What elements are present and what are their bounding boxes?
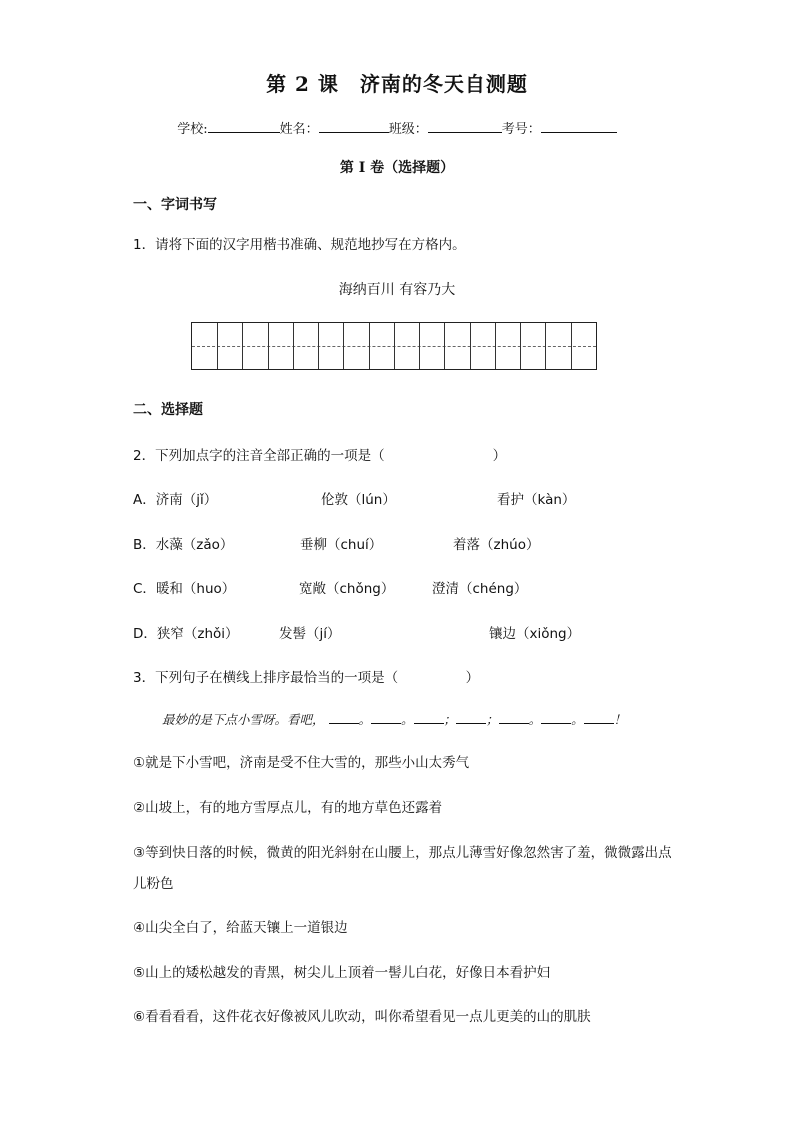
grid-column-line — [268, 323, 269, 369]
option-item: 暖和（huo） — [155, 581, 236, 597]
option-item: 发髻（jí） — [279, 626, 341, 642]
sentence-2: ②山坡上，有的地方雪厚点儿，有的地方草色还露着 — [133, 800, 443, 816]
school-blank[interactable] — [208, 120, 280, 133]
grid-column-line — [470, 323, 471, 369]
option-item: 看护（kàn） — [497, 492, 576, 508]
grid-column-line — [394, 323, 395, 369]
q3-prompt-line: 最妙的是下点小雪呀。看吧， 。 。 ； ； 。 。 ！ — [162, 712, 627, 727]
option-item: 伦敦（lún） — [321, 492, 396, 508]
grid-column-line — [571, 323, 572, 369]
option-label: C． — [133, 581, 156, 597]
option-d[interactable] — [133, 622, 581, 642]
grid-column-line — [242, 323, 243, 369]
option-item: 水藻（zǎo） — [155, 537, 234, 553]
sentence-1: ①就是下小雪吧，济南是受不住大雪的，那些小山太秀气 — [133, 755, 470, 771]
answer-blank[interactable] — [584, 712, 614, 724]
q3-prompt-end: ！ — [613, 712, 627, 727]
exam-no-blank[interactable] — [541, 120, 617, 133]
question-3: 3．下列句子在横线上排序最恰当的一项是（ ） — [133, 670, 480, 686]
grid-column-line — [343, 323, 344, 369]
option-item: 济南（jǐ） — [155, 492, 218, 508]
class-blank[interactable] — [428, 120, 502, 133]
page-title: 第 2 课 济南的冬天自测题 — [266, 72, 528, 96]
option-item: 澄清（chéng） — [432, 581, 528, 597]
option-item: 垂柳（chuí） — [300, 537, 383, 553]
class-label: 班级： — [388, 122, 428, 137]
school-label: 学校: — [177, 122, 208, 137]
copy-phrase: 海纳百川 有容乃大 — [338, 282, 456, 298]
option-label: A． — [133, 492, 156, 508]
sentence-3: ③等到快日落的时候，微黄的阳光斜射在山腰上，那点儿薄雪好像忽然害了羞，微微露出点儿粉色 — [133, 845, 672, 892]
answer-blank[interactable] — [541, 712, 571, 724]
option-item: 狭窄（zhǒi） — [156, 626, 239, 642]
grid-column-line — [217, 323, 218, 369]
grid-column-line — [520, 323, 521, 369]
option-item: 着落（zhúo） — [453, 537, 540, 553]
option-label: D． — [133, 626, 157, 642]
sentence-4: ④山尖全白了，给蓝天镶上一道银边 — [133, 920, 348, 936]
option-a[interactable] — [133, 488, 576, 508]
grid-column-line — [495, 323, 496, 369]
grid-column-line — [369, 323, 370, 369]
exam-no-label: 考号： — [501, 122, 541, 137]
answer-blank[interactable] — [414, 712, 444, 724]
grid-column-line — [293, 323, 294, 369]
q3-prompt: 最妙的是下点小雪呀。看吧， — [162, 712, 325, 727]
name-label: 姓名： — [279, 122, 319, 137]
grid-column-line — [419, 323, 420, 369]
section1-heading: 一、字词书写 — [133, 197, 217, 213]
option-item: 镶边（xiǒng） — [489, 626, 581, 642]
sentence-6: ⑥看看看看，这件花衣好像被风儿吹动，叫你希望看见一点儿更美的山的肌肤 — [133, 1009, 591, 1025]
student-info-line — [0, 118, 794, 137]
option-label: B． — [133, 537, 156, 553]
grid-column-line — [318, 323, 319, 369]
grid-column-line — [545, 323, 546, 369]
answer-blank[interactable] — [456, 712, 486, 724]
sentence-5: ⑤山上的矮松越发的青黑，树尖儿上顶着一髻儿白花，好像日本看护妇 — [133, 965, 551, 981]
grid-column-line — [444, 323, 445, 369]
answer-blank[interactable] — [499, 712, 529, 724]
section2-heading: 二、选择题 — [133, 402, 203, 418]
question-2: 2．下列加点字的注音全部正确的一项是（ ） — [133, 448, 507, 464]
answer-blank[interactable] — [371, 712, 401, 724]
option-c[interactable] — [133, 577, 528, 597]
name-blank[interactable] — [319, 120, 389, 133]
volume-title: 第 I 卷（选择题） — [339, 160, 455, 176]
option-b[interactable] — [133, 533, 540, 553]
answer-blank[interactable] — [329, 712, 359, 724]
writing-grid[interactable] — [191, 322, 597, 370]
question-1: 1．请将下面的汉字用楷书准确、规范地抄写在方格内。 — [133, 237, 466, 253]
option-item: 宽敞（chǒng） — [299, 581, 395, 597]
